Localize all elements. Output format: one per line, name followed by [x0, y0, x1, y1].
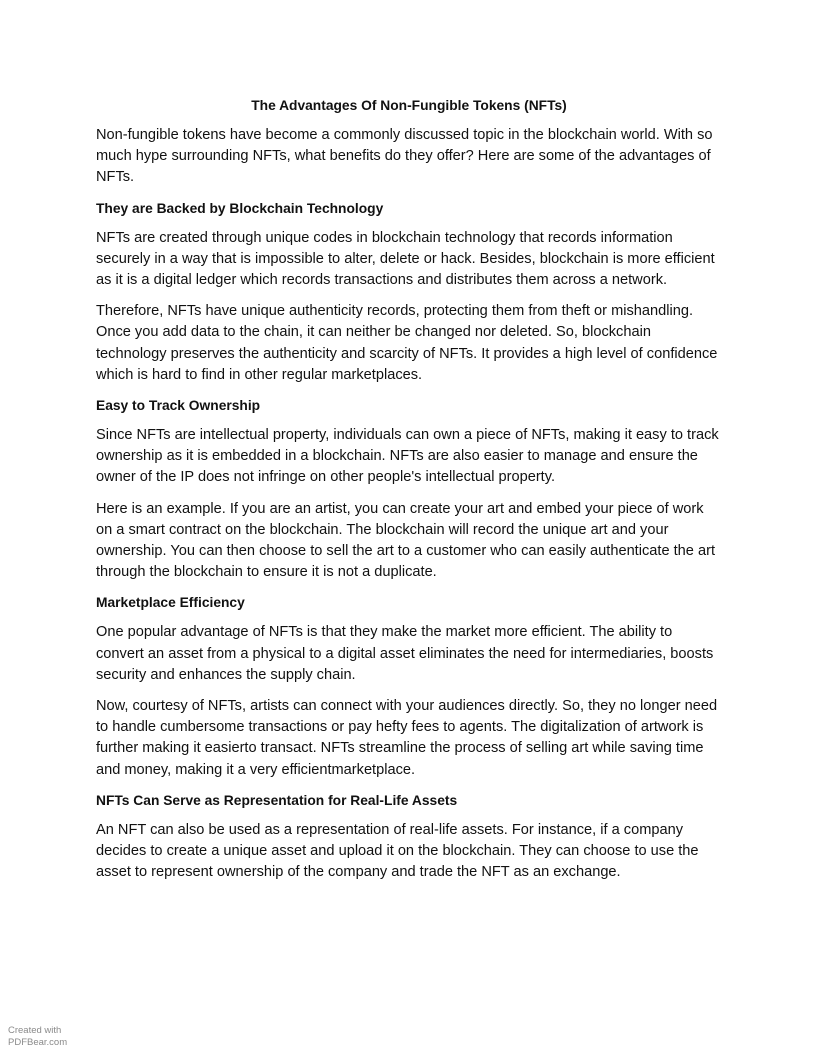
document-page: [96, 96, 722, 893]
section-heading: NFTs Can Serve as Representation for Real-Life Assets: [96, 792, 458, 808]
section-paragraph: One popular advantage of NFTs is that they make the market more efficient. The ability to convert an asset from a physical to a digital asset eliminates the need for intermediaries, boosts security and enhances the supply chain.: [96, 624, 714, 683]
section-paragraph: Here is an example. If you are an artist, you can create your art and embed your piece of work on a smart contract on the blockchain. The blockchain will record the unique art and your ownership. You can then choose to sell the art to a customer who can easily authenticate the art through the blockchain to ensure it is not a duplicate.: [96, 500, 715, 581]
section-paragraph: Now, courtesy of NFTs, artists can connect with your audiences directly. So, they no longer need to handle cumbersome transactions or pay hefty fees to agents. The digitalization of artwork is further making it easierto transact. NFTs streamline the process of selling art while saving time and money, making it a very efficientmarketplace.: [96, 698, 718, 778]
section-paragraph: An NFT can also be used as a representation of real-life assets. For instance, if a company decides to create a unique asset and upload it on the blockchain. They can choose to use the asset to represent ownership of the company and trade the NFT as an exchange.: [96, 821, 699, 881]
watermark-line: Created with: [8, 1025, 62, 1036]
intro-paragraph: Non-fungible tokens have become a commonly discussed topic in the blockchain world. With so much hype surrounding NFTs, what benefits do they offer? Here are some of the advantages of NFTs.: [96, 127, 713, 186]
section-paragraph: Therefore, NFTs have unique authenticity records, protecting them from theft or mishandling. Once you add data to the chain, it can neither be changed nor deleted. So, blockchain technology preserves the authenticity and scarcity of NFTs. It provides a high level of confidence which is hard to find in other regular marketplaces.: [96, 303, 718, 383]
section-heading: Marketplace Efficiency: [96, 595, 245, 611]
pdfbear-watermark: [8, 1025, 67, 1049]
section-heading: Easy to Track Ownership: [96, 398, 261, 414]
document-title: The Advantages Of Non-Fungible Tokens (NFTs): [251, 98, 567, 113]
section-marketplace: [96, 593, 722, 780]
section-real-life-assets: [96, 791, 722, 884]
section-blockchain: [96, 199, 722, 386]
section-paragraph: Since NFTs are intellectual property, individuals can own a piece of NFTs, making it easy to track ownership as it is embedded in a blockchain. NFTs are also easier to manage and ensure the owner of the IP does not infringe on other people's intellectual property.: [96, 427, 719, 486]
section-paragraph: NFTs are created through unique codes in blockchain technology that records information securely in a way that is impossible to alter, delete or hack. Besides, blockchain is more efficient as it is a digital ledger which records transactions and distributes them across a network.: [96, 229, 715, 289]
section-heading: They are Backed by Blockchain Technology: [96, 200, 384, 216]
watermark-line: PDFBear.com: [8, 1037, 68, 1048]
section-ownership: [96, 396, 722, 583]
